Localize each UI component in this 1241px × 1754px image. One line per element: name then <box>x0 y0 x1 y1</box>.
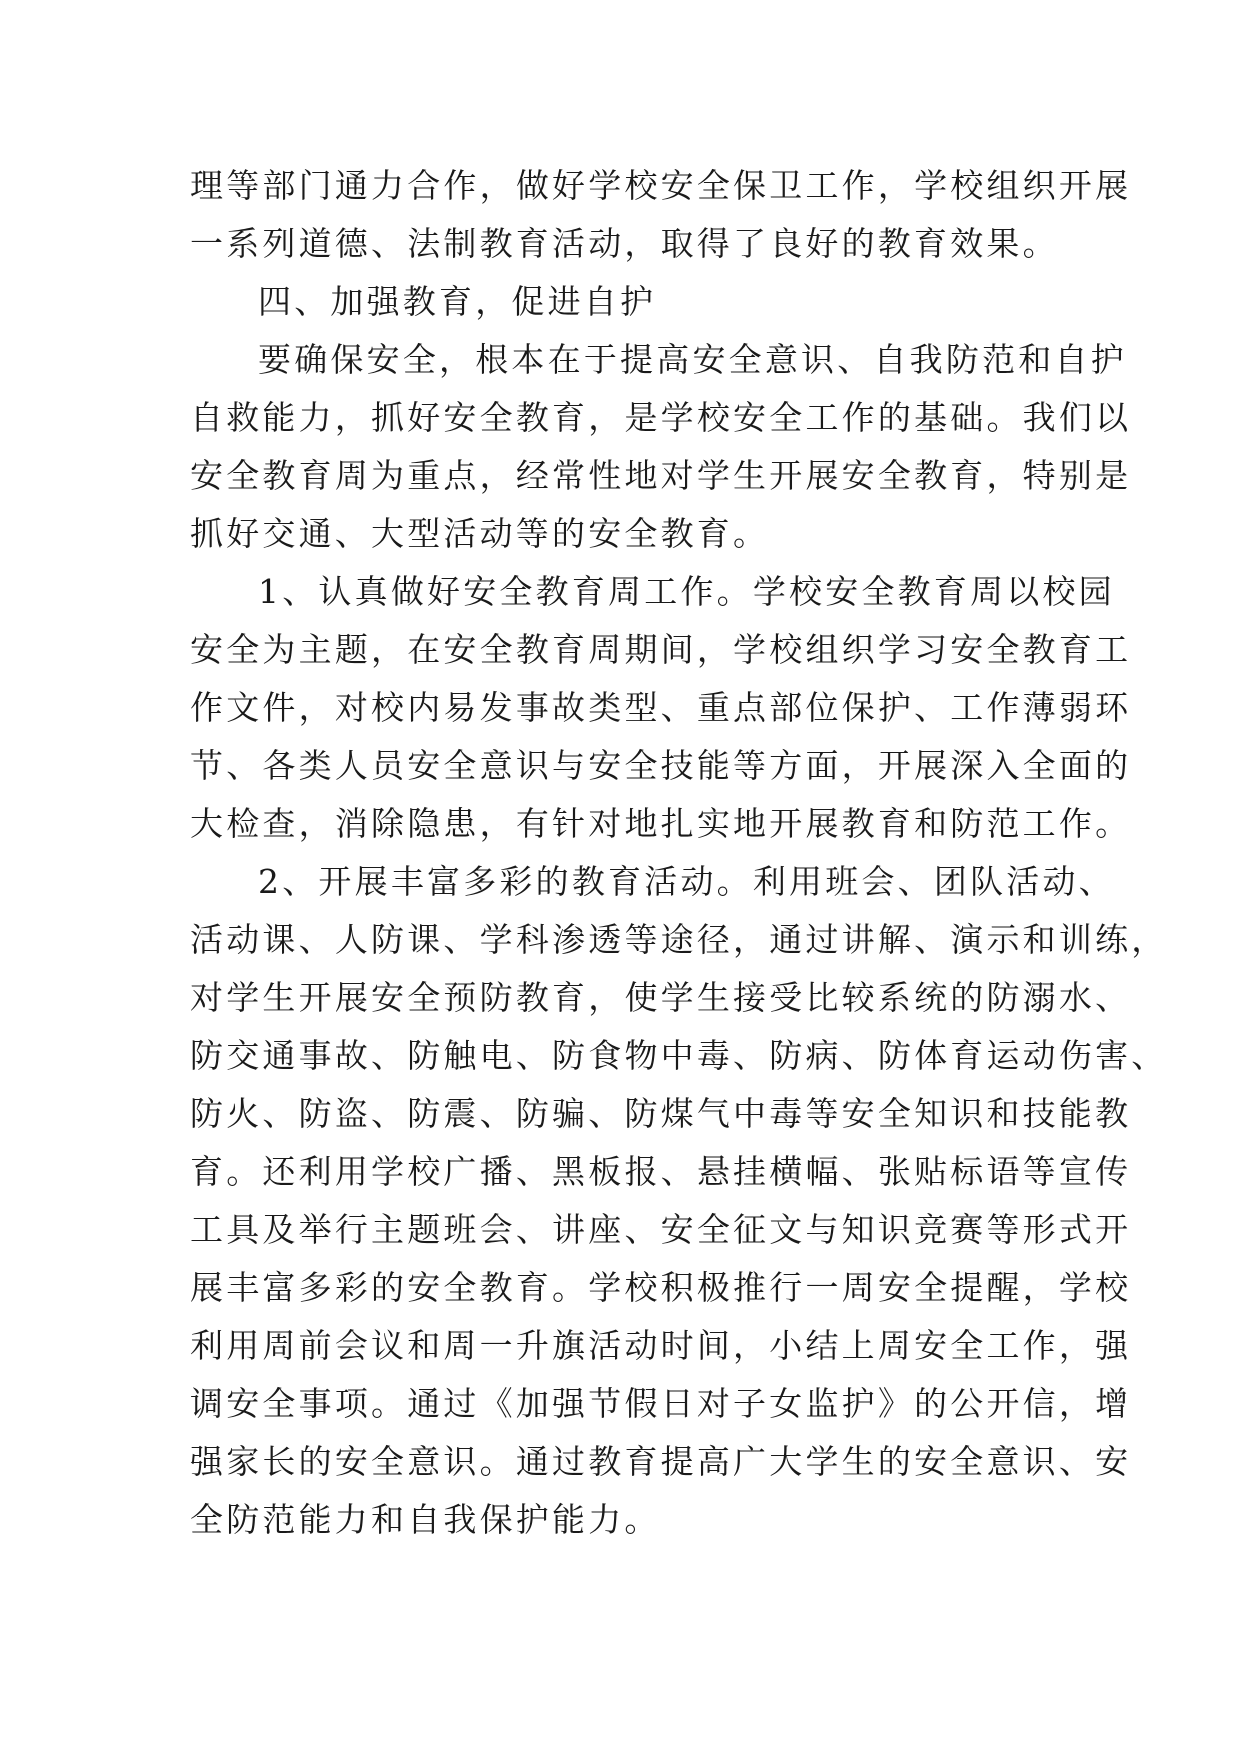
text-line: 自 救 能 力 ， 抓 好 安 全 教 育 ， 是 学 校 安 全 工 作 的 基 础 。 我 们 以 <box>190 398 1132 437</box>
section-heading: 四、加强教育，促进自护 <box>258 282 657 321</box>
text-line: 全防范能力和自我保护能力。 <box>190 1500 661 1539</box>
text-line: 对 学 生 开 展 安 全 预 防 教 育 ， 使 学 生 接 受 比 较 系 统 的 防 溺 水 、 <box>190 978 1132 1017</box>
text-line: 大 检 查 ， 消 除 隐 患 ， 有 针 对 地 扎 实 地 开 展 教 育 和 防 范 工 作 。 <box>190 804 1132 843</box>
text-line: 育 。 还 利 用 学 校 广 播 、 黑 板 报 、 悬 挂 横 幅 、 张 贴 标 语 等 宣 传 <box>190 1152 1132 1191</box>
text-line: 一系列道德、法制教育活动，取得了良好的教育效果。 <box>190 224 1059 263</box>
text-line: 抓好交通、大型活动等的安全教育。 <box>190 514 770 553</box>
text-line: 安 全 为 主 题 ， 在 安 全 教 育 周 期 间 ， 学 校 组 织 学 习 安 全 教 育 工 <box>190 630 1132 669</box>
text-line: 防 火 、 防 盗 、 防 震 、 防 骗 、 防 煤 气 中 毒 等 安 全 知 识 和 技 能 教 <box>190 1094 1132 1133</box>
text-line: 安 全 教 育 周 为 重 点 ， 经 常 性 地 对 学 生 开 展 安 全 教 育 ， 特 别 是 <box>190 456 1132 495</box>
text-line: 利 用 周 前 会 议 和 周 一 升 旗 活 动 时 间 ， 小 结 上 周 安 全 工 作 ， 强 <box>190 1326 1132 1365</box>
text-line: 1 、 认 真 做 好 安 全 教 育 周 工 作 。 学 校 安 全 教 育 周 以 校 园 <box>258 572 1115 611</box>
text-line: 工 具 及 举 行 主 题 班 会 、 讲 座 、 安 全 征 文 与 知 识 竞 赛 等 形 式 开 <box>190 1210 1132 1249</box>
text-line: 强 家 长 的 安 全 意 识 。 通 过 教 育 提 高 广 大 学 生 的 安 全 意 识 、 安 <box>190 1442 1132 1481</box>
text-line: 理 等 部 门 通 力 合 作 ， 做 好 学 校 安 全 保 卫 工 作 ， 学 校 组 织 开 展 <box>190 166 1132 205</box>
text-line: 活 动 课 、 人 防 课 、 学 科 渗 透 等 途 径 ， 通 过 讲 解 、 演 示 和 训 练 ， <box>190 920 1168 959</box>
text-line: 节 、 各 类 人 员 安 全 意 识 与 安 全 技 能 等 方 面 ， 开 展 深 入 全 面 的 <box>190 746 1132 785</box>
text-line: 作 文 件 ， 对 校 内 易 发 事 故 类 型 、 重 点 部 位 保 护 、 工 作 薄 弱 环 <box>190 688 1132 727</box>
text-line: 调 安 全 事 项 。 通 过 《 加 强 节 假 日 对 子 女 监 护 》 的 公 开 信 ， 增 <box>190 1384 1132 1423</box>
text-line: 防 交 通 事 故 、 防 触 电 、 防 食 物 中 毒 、 防 病 、 防 体 育 运 动 伤 害 、 <box>190 1036 1168 1075</box>
text-line: 展 丰 富 多 彩 的 安 全 教 育 。 学 校 积 极 推 行 一 周 安 全 提 醒 ， 学 校 <box>190 1268 1132 1307</box>
text-line: 2 、 开 展 丰 富 多 彩 的 教 育 活 动 。 利 用 班 会 、 团 队 活 动 、 <box>258 862 1115 901</box>
text-line: 要 确 保 安 全 ， 根 本 在 于 提 高 安 全 意 识 、 自 我 防 范 和 自 护 <box>258 340 1127 379</box>
